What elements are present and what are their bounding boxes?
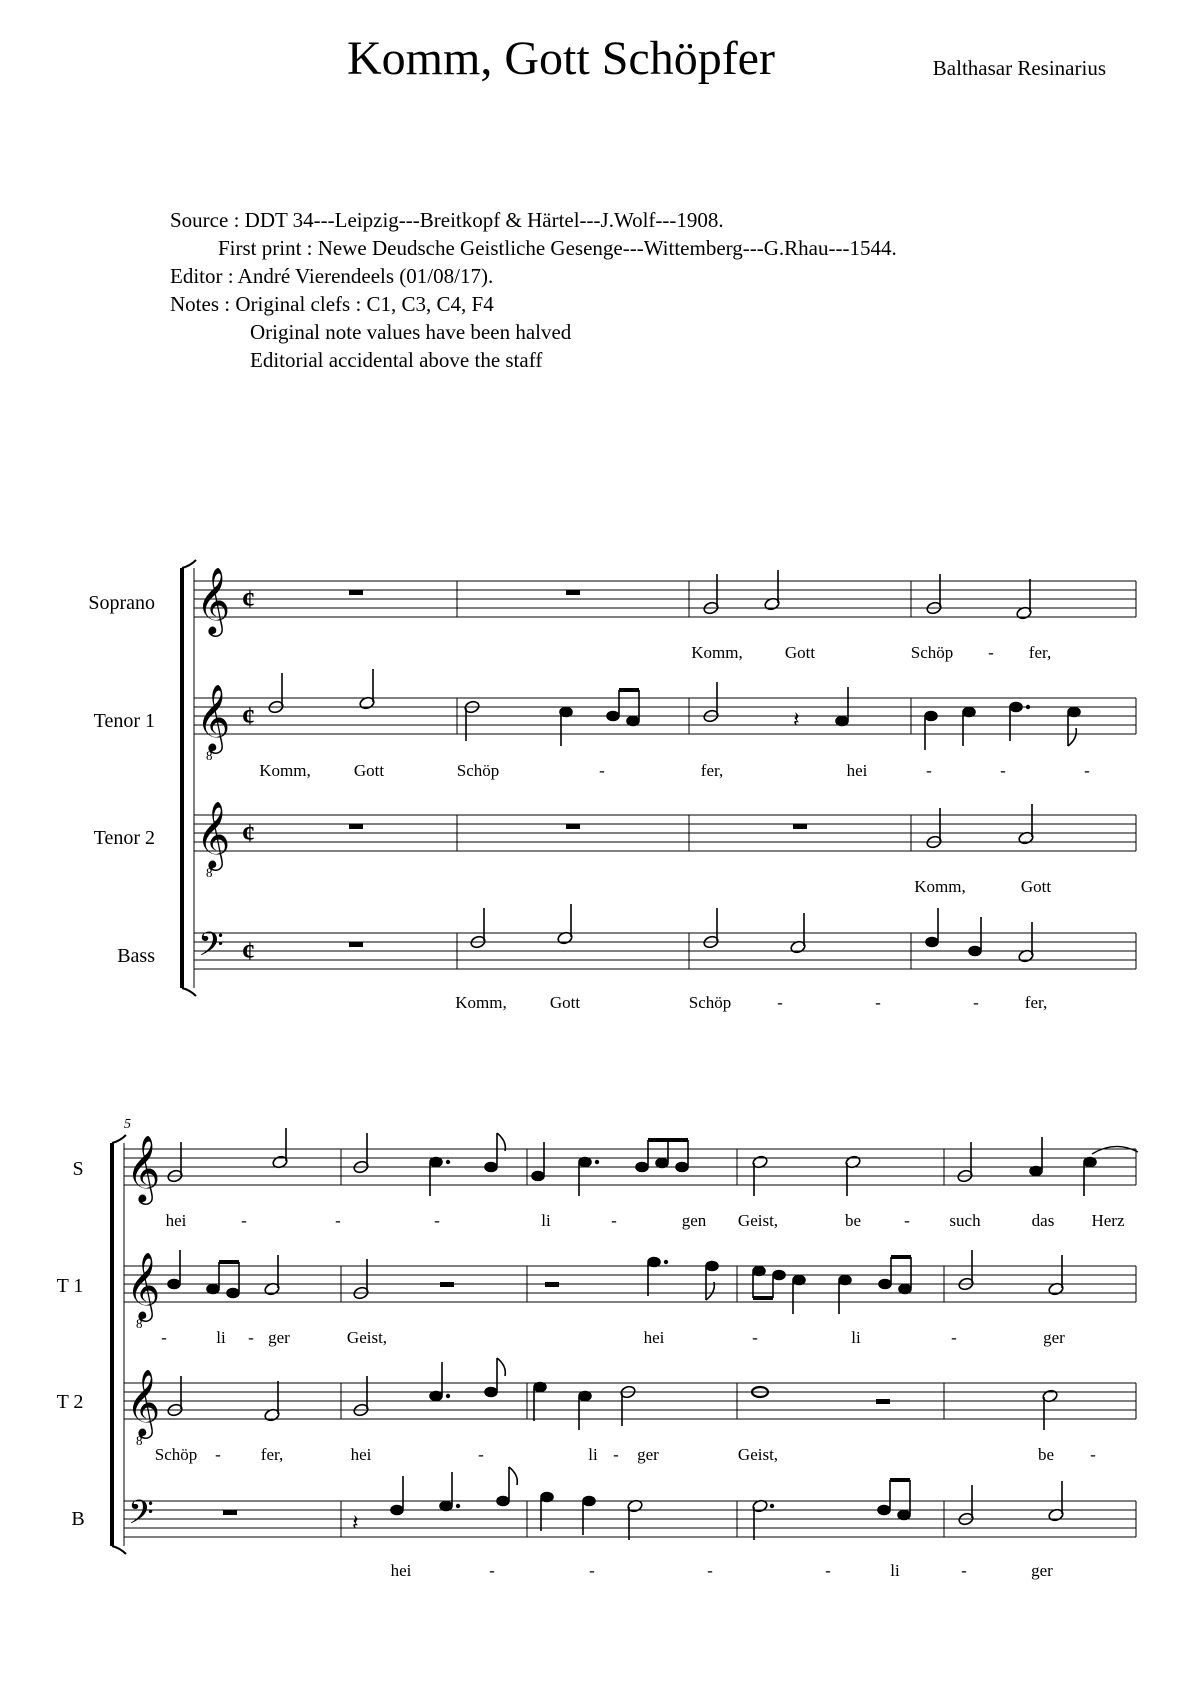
bass-clef-icon: 𝄢: [198, 926, 224, 971]
octave-8-icon: 8: [136, 1316, 143, 1331]
lyric: fer,: [1028, 643, 1052, 662]
lyric: Schöp: [910, 643, 954, 662]
lyric: -: [478, 1445, 484, 1464]
tenor-1-notes: [268, 669, 1080, 750]
lyric: be: [844, 1211, 862, 1230]
staff-tenor-1: [194, 698, 1136, 734]
lyric: -: [1090, 1445, 1096, 1464]
lyric: -: [489, 1561, 495, 1580]
rest: [349, 942, 363, 947]
lyric: hei: [643, 1328, 665, 1347]
lyric: Geist,: [737, 1211, 779, 1230]
staff-bass: [194, 933, 1136, 969]
octave-8-icon: 8: [206, 865, 213, 880]
lyric: li: [851, 1328, 861, 1347]
part-label-bass: Bass: [117, 945, 155, 967]
cut-time-icon: ¢: [242, 585, 255, 614]
svg-text:𝄽: 𝄽: [793, 707, 800, 732]
lyric: Geist,: [737, 1445, 779, 1464]
lyric: ger: [268, 1328, 290, 1347]
lyric: hei: [846, 761, 868, 780]
lyric: -: [1084, 761, 1090, 780]
lyric: -: [707, 1561, 713, 1580]
part-label-s: S: [72, 1158, 84, 1180]
staff-b: [124, 1501, 1136, 1537]
cut-time-icon: ¢: [242, 702, 255, 731]
treble-clef-icon: 𝄞: [196, 802, 231, 867]
lyric: ger: [1031, 1561, 1053, 1580]
lyric: fer,: [1024, 993, 1048, 1012]
lyric: -: [241, 1211, 247, 1230]
treble-clef-icon: 𝄞: [196, 568, 231, 633]
lyric: Schöp: [456, 761, 500, 780]
treble-clef-icon: 𝄞: [126, 1370, 161, 1435]
lyric: Herz: [1091, 1211, 1125, 1230]
part-label-t1: T 1: [56, 1275, 84, 1297]
part-label-b: B: [71, 1508, 85, 1530]
lyric: -: [926, 761, 932, 780]
lyric: -: [875, 993, 881, 1012]
lyric: Schöp: [154, 1445, 198, 1464]
cut-time-icon: ¢: [242, 819, 255, 848]
rest: [566, 824, 580, 829]
lyric: li: [588, 1445, 598, 1464]
rest: [349, 590, 363, 595]
source-line: Source : DDT 34---Leipzig---Breitkopf & Härtel---J.Wolf---1908.: [170, 208, 724, 232]
editor-line: Editor : André Vierendeels (01/08/17).: [170, 264, 494, 288]
lyric: hei: [350, 1445, 372, 1464]
system-1: [182, 560, 196, 996]
lyric: Komm,: [259, 761, 311, 780]
lyric: hei: [390, 1561, 412, 1580]
lyric: -: [248, 1328, 254, 1347]
lyric: li: [541, 1211, 551, 1230]
rest: [793, 824, 807, 829]
lyric: -: [988, 643, 994, 662]
lyric: -: [825, 1561, 831, 1580]
lyric: Gott: [1020, 877, 1052, 896]
lyric: -: [777, 993, 783, 1012]
lyric: das: [1031, 1211, 1055, 1230]
lyric: such: [949, 1211, 981, 1230]
lyric: -: [613, 1445, 619, 1464]
part-label-t2: T 2: [56, 1391, 84, 1413]
bass-notes: [470, 904, 1035, 963]
lyric: Gott: [549, 993, 581, 1012]
lyric: Komm,: [914, 877, 966, 896]
b-notes: [223, 1467, 1064, 1540]
part-label-tenor-1: Tenor 1: [93, 710, 155, 732]
lyric: fer,: [700, 761, 724, 780]
note-values-line: Original note values have been halved: [250, 320, 572, 344]
lyric: -: [1000, 761, 1006, 780]
lyric: -: [599, 761, 605, 780]
treble-clef-icon: 𝄞: [126, 1253, 161, 1318]
lyric: gen: [681, 1211, 707, 1230]
lyric: Gott: [353, 761, 385, 780]
measure-number: 5: [124, 1117, 131, 1132]
rest: [566, 590, 580, 595]
system-2: [112, 1135, 126, 1554]
lyric: Geist,: [346, 1328, 388, 1347]
lyric: -: [752, 1328, 758, 1347]
octave-8-icon: 8: [136, 1433, 143, 1448]
lyric: -: [215, 1445, 221, 1464]
score-title: Komm, Gott Schöpfer: [347, 32, 775, 85]
lyric: ger: [1043, 1328, 1065, 1347]
soprano-notes: [703, 570, 1033, 620]
lyric: -: [904, 1211, 910, 1230]
lyric: Schöp: [688, 993, 732, 1012]
octave-8-icon: 8: [206, 748, 213, 763]
lyric: -: [951, 1328, 957, 1347]
t1-notes: [168, 1250, 1064, 1314]
lyric: li: [216, 1328, 226, 1347]
treble-clef-icon: 𝄞: [196, 685, 231, 750]
part-label-soprano: Soprano: [88, 592, 155, 614]
s-notes: [167, 1128, 1138, 1196]
composer-name: Balthasar Resinarius: [932, 56, 1106, 80]
lyric: Komm,: [455, 993, 507, 1012]
notes-line: Notes : Original clefs : C1, C3, C4, F4: [170, 292, 494, 316]
lyric: ger: [637, 1445, 659, 1464]
part-label-tenor-2: Tenor 2: [93, 827, 155, 849]
lyric: -: [961, 1561, 967, 1580]
staff-tenor-2: [194, 815, 1136, 851]
cut-time-icon: ¢: [242, 937, 255, 966]
treble-clef-icon: 𝄞: [126, 1136, 161, 1201]
lyric: -: [434, 1211, 440, 1230]
lyric: -: [335, 1211, 341, 1230]
bass-clef-icon: 𝄢: [128, 1494, 154, 1539]
lyric: hei: [165, 1211, 187, 1230]
lyric: -: [589, 1561, 595, 1580]
lyric: -: [611, 1211, 617, 1230]
lyric: Komm,: [691, 643, 743, 662]
first-print-line: First print : Newe Deudsche Geistliche Gesenge---Wittemberg---G.Rhau---1544.: [218, 236, 897, 260]
lyric: Gott: [784, 643, 816, 662]
lyric: be: [1037, 1445, 1055, 1464]
rest: [349, 824, 363, 829]
lyric: -: [973, 993, 979, 1012]
lyric: li: [890, 1561, 900, 1580]
svg-text:𝄽: 𝄽: [352, 1510, 359, 1535]
staff-soprano: [194, 581, 1136, 617]
lyric: -: [161, 1328, 167, 1347]
lyric: fer,: [260, 1445, 284, 1464]
editorial-accidental-line: Editorial accidental above the staff: [250, 348, 543, 372]
staff-t2: [124, 1383, 1136, 1419]
